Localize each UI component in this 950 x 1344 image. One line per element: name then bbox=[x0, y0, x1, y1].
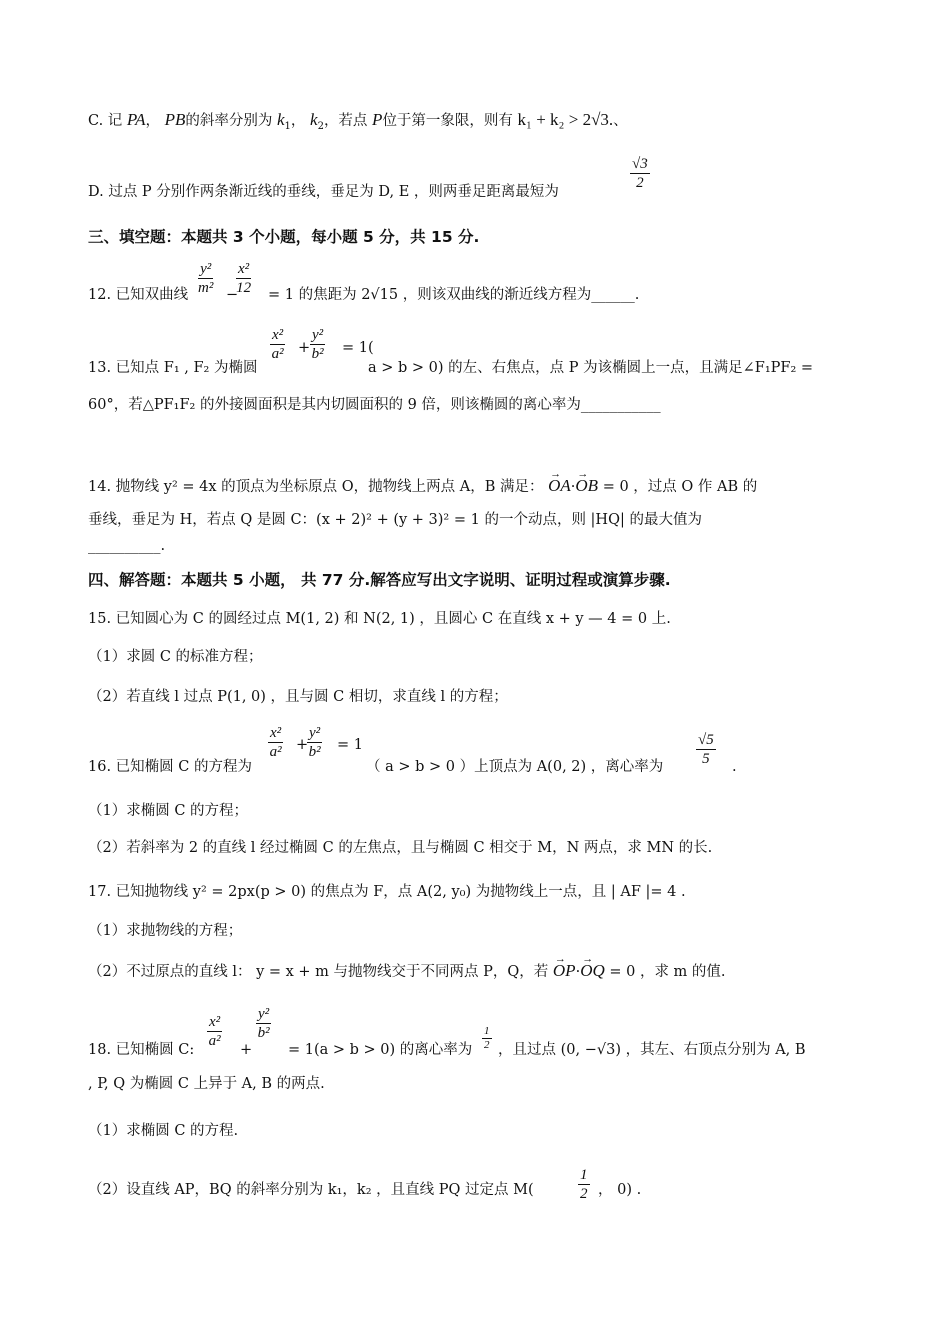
fraction-denominator: b² bbox=[257, 1025, 270, 1041]
q15-stem: 15. 已知圆心为 C 的圆经过点 M(1, 2) 和 N(2, 1) ，且圆心 C 在直线 x + y — 4 = 0 上. bbox=[88, 611, 671, 627]
fraction-numerator: y² bbox=[198, 260, 213, 279]
fraction-denominator: 5 bbox=[702, 751, 710, 767]
q18-plus: + bbox=[240, 1042, 253, 1058]
fraction-numerator: y² bbox=[258, 1006, 270, 1022]
fraction-numerator: 1 bbox=[580, 1167, 588, 1183]
section-3-heading: 三、填空题：本题共 3 个小题，每小题 5 分，共 15 分. bbox=[88, 228, 480, 246]
q16-part1: （1）求椭圆 C 的方程； bbox=[88, 803, 249, 819]
fraction-denominator: a² bbox=[271, 346, 284, 362]
fraction-denominator: 12 bbox=[236, 280, 252, 296]
q16-part2: （2）若斜率为 2 的直线 l 经过椭圆 C 的左焦点，且与椭圆 C 相交于 M，N 两点，求 MN 的长. bbox=[88, 840, 713, 856]
vector-op: → OP bbox=[553, 961, 576, 981]
q17-text-a: （2）不过原点的直线 l： y = x + m 与抛物线交于不同两点 P，Q，若 bbox=[88, 964, 549, 980]
fraction-numerator: x² bbox=[272, 327, 284, 343]
fraction-numerator: x² bbox=[238, 261, 250, 277]
section-4-heading: 四、解答题：本题共 5 小题， 共 77 分.解答应写出文字说明、证明过程或演算步骤. bbox=[88, 571, 671, 589]
option-d-fraction bbox=[630, 155, 650, 192]
fraction-denominator: 2 bbox=[636, 175, 644, 191]
q13-pre: 13. 已知点 F₁ , F₂ 为椭圆 bbox=[88, 360, 258, 376]
q15-part2: （2）若直线 l 过点 P(1, 0) ，且与圆 C 相切，求直线 l 的方程； bbox=[88, 689, 508, 705]
q13-eq: = 1( bbox=[342, 340, 374, 356]
q17-part2 bbox=[88, 961, 726, 982]
q12-pre: 12. 已知双曲线 bbox=[88, 287, 189, 303]
k2-symbol: k bbox=[310, 110, 318, 129]
quadrant-text: 位于第一象限，则有 bbox=[382, 113, 513, 129]
fraction-numerator: x² bbox=[270, 725, 282, 741]
q16-post: （ a > b > 0 ）上顶点为 A(0, 2) ，离心率为 bbox=[366, 759, 664, 775]
option-c bbox=[88, 110, 628, 137]
q18-fraction-1 bbox=[207, 1013, 222, 1050]
q17-part1: （1）求抛物线的方程； bbox=[88, 923, 243, 939]
q18-mid: ，且过点 (0, −√3) ，其左、右顶点分别为 A, B bbox=[498, 1042, 806, 1058]
q14-line3: __________. bbox=[88, 538, 166, 554]
fraction-denominator: 2 bbox=[484, 1039, 490, 1051]
vector-oq: → OQ bbox=[580, 961, 605, 981]
q18-part2: （2）设直线 AP，BQ 的斜率分别为 k₁，k₂ ，且直线 PQ 过定点 M( bbox=[88, 1182, 534, 1198]
q16-plus: + bbox=[296, 737, 309, 753]
option-d bbox=[88, 182, 559, 202]
q15-part1: （1）求圆 C 的标准方程； bbox=[88, 649, 263, 665]
q18-point-fraction bbox=[578, 1166, 590, 1203]
option-d-text: D. 过点 P 分别作两条渐近线的垂线，垂足为 D, E ，则两垂足距离最短为 bbox=[88, 184, 559, 200]
q16-fraction-1 bbox=[268, 724, 283, 761]
q13-fraction-2 bbox=[310, 326, 325, 363]
q13-fraction-1 bbox=[270, 326, 285, 363]
q13-line2: 60°，若△PF₁F₂ 的外接圆面积是其内切圆面积的 9 倍，则该椭圆的离心率为___________ bbox=[88, 397, 661, 413]
q16-eq: = 1 bbox=[337, 737, 363, 753]
fraction-denominator: m² bbox=[198, 280, 214, 296]
fraction-denominator: a² bbox=[208, 1033, 221, 1049]
pa-symbol: PA bbox=[126, 110, 146, 129]
tail-mark: 、 bbox=[613, 113, 628, 129]
fraction-denominator: b² bbox=[311, 346, 324, 362]
dot-operator: · bbox=[575, 964, 581, 980]
q18-pre: 18. 已知椭圆 C: bbox=[88, 1042, 195, 1058]
option-c-label: C. 记 bbox=[88, 113, 123, 129]
q18-eccentricity-fraction bbox=[482, 1025, 492, 1052]
p-symbol: P bbox=[372, 110, 383, 129]
q13-post: a > b > 0) 的左、右焦点，点 P 为该椭圆上一点，且满足∠F₁PF₂ = bbox=[368, 360, 814, 376]
fraction-numerator: 1 bbox=[484, 1025, 490, 1037]
fraction-numerator: √5 bbox=[698, 732, 714, 748]
q14-text-a: 14. 抛物线 y² = 4x 的顶点为坐标原点 O，抛物线上两点 A，B 满足： bbox=[88, 479, 544, 495]
fraction-denominator: b² bbox=[308, 744, 321, 760]
slope-text: 的斜率分别为 bbox=[185, 113, 273, 129]
q14-line1 bbox=[88, 476, 757, 497]
fraction-denominator: a² bbox=[269, 744, 282, 760]
q16-pre: 16. 已知椭圆 C 的方程为 bbox=[88, 759, 252, 775]
point-text: ，若点 bbox=[323, 113, 368, 129]
q12-post: = 1 的焦距为 2√15 ，则该双曲线的渐近线方程为______. bbox=[268, 287, 640, 303]
q17-text-b: = 0 ，求 m 的值. bbox=[609, 964, 726, 980]
q16-eccentricity-fraction bbox=[696, 731, 716, 768]
fraction-numerator: √3 bbox=[632, 156, 648, 172]
fraction-denominator: 2 bbox=[580, 1186, 588, 1202]
q13-plus: + bbox=[298, 340, 311, 356]
comma: ， bbox=[290, 113, 306, 129]
q18-part2-end: ， 0) . bbox=[598, 1182, 642, 1198]
dot-operator: · bbox=[570, 479, 576, 495]
q18-fraction-2 bbox=[256, 1005, 271, 1042]
comma: ， bbox=[145, 113, 160, 129]
pb-symbol: PB bbox=[164, 110, 186, 129]
vector-ob: → OB bbox=[575, 476, 598, 496]
q18-part1: （1）求椭圆 C 的方程. bbox=[88, 1123, 239, 1139]
q16-fraction-2 bbox=[307, 724, 322, 761]
k1-subscript: 1 bbox=[284, 120, 291, 132]
fraction-numerator: y² bbox=[312, 327, 324, 343]
inequality: k₁ + k₂ > 2√3. bbox=[517, 110, 614, 129]
q14-line2: 垂线，垂足为 H，若点 Q 是圆 C：(x + 2)² + (y + 3)² = 1 的一个动点，则 |HQ| 的最大值为 bbox=[88, 512, 702, 528]
vector-oa: → OA bbox=[548, 476, 571, 496]
q14-text-b: = 0 ，过点 O 作 AB 的 bbox=[602, 479, 758, 495]
k1-symbol: k bbox=[276, 110, 285, 129]
q18-eq: = 1(a > b > 0) 的离心率为 bbox=[288, 1042, 473, 1058]
q12-minus: − bbox=[226, 287, 239, 303]
q12-fraction-2 bbox=[236, 260, 251, 297]
q17-stem: 17. 已知抛物线 y² = 2px(p > 0) 的焦点为 F，点 A(2, y₀) 为抛物线上一点，且 | AF |= 4 . bbox=[88, 884, 686, 900]
k2-subscript: 2 bbox=[317, 120, 324, 132]
q16-end: . bbox=[732, 759, 737, 775]
fraction-numerator: x² bbox=[209, 1014, 221, 1030]
fraction-numerator: y² bbox=[309, 725, 321, 741]
q12-fraction-1 bbox=[198, 260, 213, 297]
q18-line2: , P, Q 为椭圆 C 上异于 A, B 的两点. bbox=[88, 1076, 325, 1092]
